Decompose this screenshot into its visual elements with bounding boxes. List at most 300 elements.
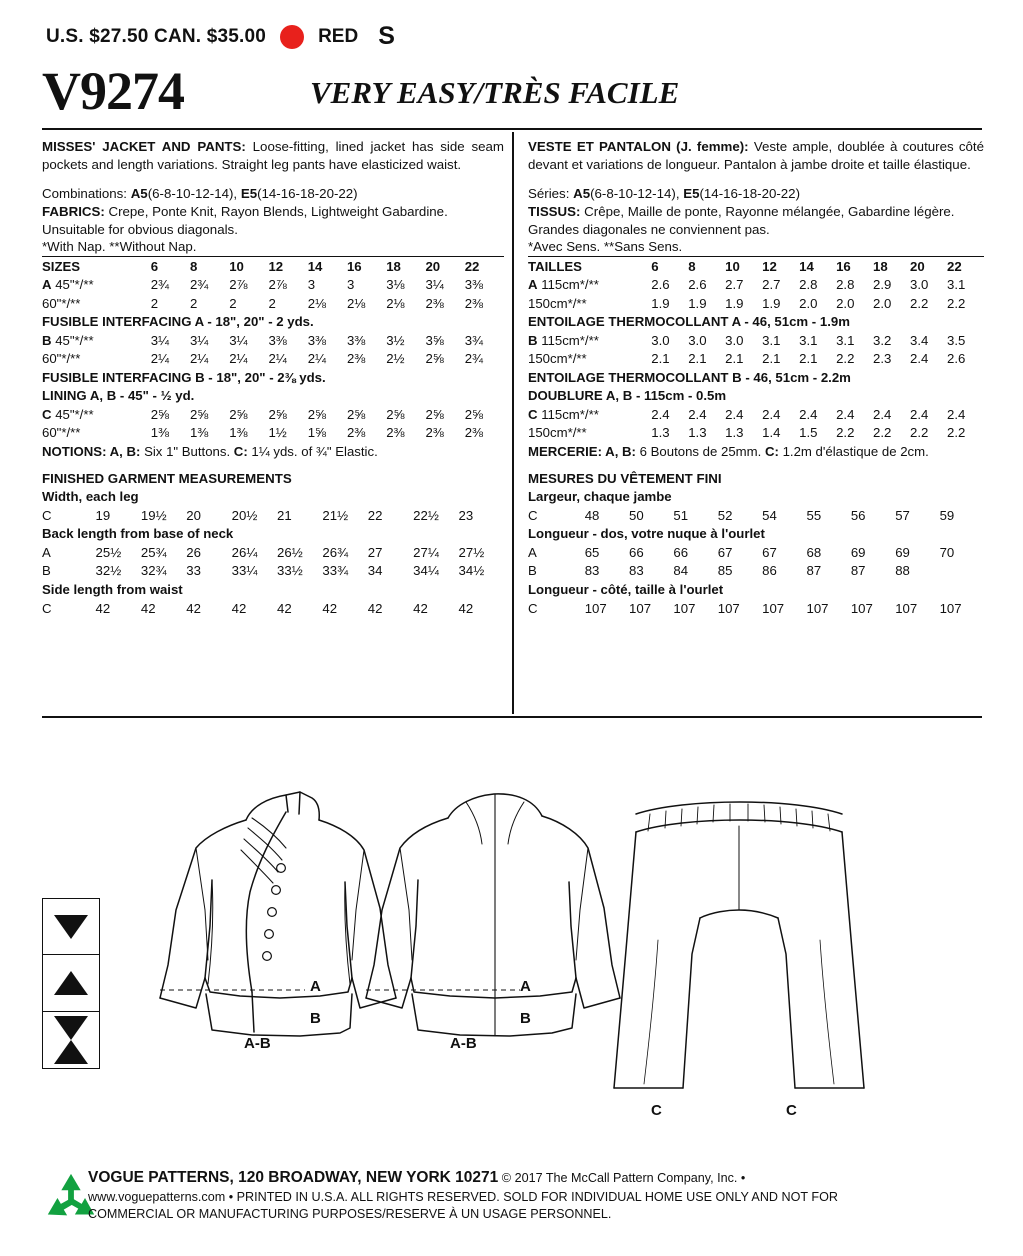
lining-row [528,387,984,406]
interfacing-row [42,368,504,387]
size-header-cell: 8 [688,258,696,274]
yardage-cell: 3⅜ [464,277,484,293]
fgm-cell: 42 [322,600,338,616]
fgm-cell: 107 [584,600,607,616]
very-easy-label: VERY EASY/TRÈS FACILE [310,75,680,110]
divider-bottom [42,716,982,718]
fgm-section-title: Longueur - côté, taille à l'ourlet [528,581,724,597]
price-text: U.S. $27.50 CAN. $35.00 [46,25,267,47]
fgm-cell: 33 [186,563,201,579]
yardage-row-label: C 45"*/** [42,406,94,422]
yardage-cell: 1.5 [799,425,818,441]
fgm-cell: 34 [367,563,383,579]
size-header-cell: 12 [268,258,284,274]
yardage-cell: 2.6 [651,277,670,293]
footer-company: VOGUE PATTERNS, 120 BROADWAY, NEW YORK 10271 [88,1169,499,1186]
yardage-cell: 2.3 [873,351,892,367]
lining-row [42,387,504,406]
yardage-cell: 3.2 [873,332,892,348]
interfacing-row [42,313,504,332]
fgm-cell: 32½ [95,563,122,579]
fgm-cell: 23 [458,507,474,523]
fgm-cell: 48 [584,507,600,523]
fgm-cell: 83 [584,563,600,579]
fgm-cell: 70 [939,544,955,560]
yardage-cell: 1.9 [762,295,781,311]
yardage-cell: 3 [346,277,355,293]
yardage-cell: 2 [189,295,198,311]
yardage-cell: 2⅝ [346,406,366,422]
yardage-cell: 2.0 [836,295,855,311]
fgm-cell: 83 [629,563,644,579]
fgm-cell: 34½ [458,563,485,579]
fgm-cell: 67 [717,544,733,560]
yardage-cell: 3¼ [425,277,444,293]
fgm-cell: 55 [806,507,822,523]
fgm-cell: 42 [95,600,111,616]
yardage-cell: 3.5 [946,332,966,348]
fgm-cell: 107 [717,600,740,616]
yardage-cell: 2.7 [762,277,781,293]
yardage-cell: 1½ [268,425,287,441]
fgm-cell: 27½ [458,544,485,560]
english-nap: *With Nap. **Without Nap. [42,239,197,255]
fgm-cell: 21½ [322,507,349,523]
fgm-row [528,562,984,581]
size-header-cell: 22 [464,258,480,274]
english-combinations: Combinations: A5(6-8-10-12-14), E5(14-16-18-20-22) [42,186,358,202]
yardage-cell: 2⅞ [229,277,248,293]
french-column [528,138,984,618]
yardage-cell: 2.0 [873,295,892,311]
yardage-cell: 2¾ [189,277,209,293]
yardage-cell: 2¼ [189,351,209,367]
size-header-cell: 14 [307,258,323,274]
size-header-cell: 6 [150,258,159,274]
yardage-cell: 2⅛ [386,295,405,311]
fgm-row-label: B [42,563,51,579]
size-header-cell: 10 [229,258,244,274]
french-yardage-table [528,256,984,461]
yardage-cell: 2⅜ [464,425,484,441]
yardage-cell: 2¼ [150,351,170,367]
yardage-cell: 3¼ [150,332,170,348]
yardage-cell: 2⅝ [386,406,405,422]
yardage-cell: 3¾ [464,332,484,348]
fgm-cell: 25½ [95,544,122,560]
size-header-cell: 16 [346,258,362,274]
fgm-cell: 42 [231,600,247,616]
yardage-row-label: A 45"*/** [42,277,94,293]
fgm-cell: 107 [762,600,785,616]
yardage-row-label: 150cm*/** [528,351,587,367]
fgm-cell: 69 [895,544,910,560]
yardage-cell: 2⅜ [425,295,444,311]
yardage-cell: 1.9 [725,295,744,311]
size-header-cell: 12 [762,258,777,274]
fgm-cell: 27 [367,544,383,560]
fgm-section-title-row [528,580,984,599]
yardage-row-label: 60"*/** [42,425,81,441]
technical-drawings [0,740,1023,1140]
yardage-cell: 2 [268,295,276,311]
yardage-row-label: 60"*/** [42,295,81,311]
yardage-row [528,331,984,350]
fgm-section-title: Width, each leg [42,489,139,505]
fgm-cell: 32¾ [140,563,167,579]
english-fgm-table [42,488,504,618]
fgm-cell: 42 [458,600,474,616]
yardage-cell: 2⅞ [268,277,287,293]
fgm-cell: 67 [762,544,777,560]
yardage-cell: 2.7 [725,277,744,293]
yardage-cell: 3⅛ [386,277,405,293]
fgm-row [528,506,984,525]
yardage-cell: 2⅜ [386,425,405,441]
fgm-row [42,599,504,618]
footer-line2: www.voguepatterns.com • PRINTED IN U.S.A. ALL RIGHTS RESERVED. SOLD FOR INDIVIDUAL HOME USE ONLY AND NOT FOR [88,1189,838,1204]
front-label-a: A [310,978,321,995]
yardage-cell: 1.3 [725,425,744,441]
yardage-row [528,276,984,295]
french-combinations: Séries: A5(6-8-10-12-14), E5(14-16-18-20-22) [528,186,801,202]
yardage-cell: 2⅝ [229,406,248,422]
french-unsuitable: Grandes diagonales ne conviennent pas. [528,221,770,237]
fgm-row [42,543,504,562]
fgm-section-title: Longueur - dos, votre nuque à l'ourlet [528,526,765,542]
yardage-cell: 2.4 [910,406,929,422]
yardage-cell: 2⅛ [307,295,327,311]
fgm-cell: 42 [277,600,292,616]
fgm-section-title-row [528,525,984,544]
sizes-header-label: TAILLES [528,258,582,274]
yardage-row-label: B 115cm*/** [528,332,599,348]
fgm-cell: 26¼ [231,544,258,560]
yardage-row [528,424,984,443]
yardage-cell: 2⅝ [307,406,327,422]
english-fgm-title: FINISHED GARMENT MEASUREMENTS [42,471,292,487]
yardage-cell: 2.2 [946,425,966,441]
fgm-cell: 33¼ [231,563,258,579]
yardage-row [42,331,504,350]
fgm-cell: 107 [806,600,829,616]
yardage-cell: 3.0 [651,332,670,348]
fgm-section-title-row [42,525,504,544]
french-nap: *Avec Sens. **Sans Sens. [528,239,683,255]
yardage-cell: 2.2 [946,295,966,311]
yardage-row [42,276,504,295]
fgm-row-label: C [528,507,538,523]
fgm-cell: 25¾ [140,544,167,560]
fgm-cell: 27¼ [413,544,439,560]
english-unsuitable: Unsuitable for obvious diagonals. [42,221,238,237]
yardage-row-label: B 45"*/** [42,332,94,348]
fgm-cell: 42 [140,600,156,616]
fgm-cell: 54 [762,507,777,523]
yardage-row-label: 150cm*/** [528,425,587,441]
fgm-cell: 68 [806,544,822,560]
footer-line3: COMMERCIAL OR MANUFACTURING PURPOSES/RESERVE À UN USAGE PERSONNEL. [88,1206,612,1221]
yardage-row [528,294,984,313]
notions-row [42,443,504,462]
fgm-section-title: Largeur, chaque jambe [528,489,672,505]
yardage-cell: 3.0 [688,332,707,348]
fgm-section-title: Back length from base of neck [42,526,234,542]
yardage-cell: 2.1 [799,351,818,367]
interfacing-row [528,313,984,332]
yardage-cell: 2.4 [725,406,744,422]
fgm-cell: 19 [95,507,111,523]
french-fgm-table [528,488,984,618]
yardage-cell: 2¼ [229,351,248,367]
yardage-cell: 2¾ [464,351,484,367]
notions-text: MERCERIE: A, B: 6 Boutons de 25mm. C: 1.2m d'élastique de 2cm. [528,444,929,459]
divider-top [42,128,982,130]
yardage-cell: 3.1 [799,332,818,348]
fgm-cell: 20 [186,507,201,523]
yardage-row-label: 150cm*/** [528,295,587,311]
yardage-cell: 3½ [386,332,405,348]
fgm-cell: 51 [673,507,689,523]
yardage-cell: 1⅜ [189,425,209,441]
fgm-row-label: C [42,507,52,523]
yardage-cell: 1.9 [651,295,670,311]
back-label-a: A [520,978,531,995]
yardage-cell: 2.4 [762,406,781,422]
yardage-cell: 2.4 [799,406,818,422]
table-header-row [42,257,504,276]
notions-text: NOTIONS: A, B: Six 1" Buttons. C: 1¼ yds. of ¾" Elastic. [42,444,378,459]
yardage-cell: 2⅜ [464,295,484,311]
yardage-cell: 3⅜ [307,332,327,348]
yardage-cell: 2.1 [762,351,781,367]
fgm-section-title: Side length from waist [42,581,183,597]
size-header-cell: 18 [386,258,401,274]
yardage-cell: 2.6 [946,351,966,367]
fgm-row-label: A [528,544,537,560]
fgm-cell: 107 [939,600,962,616]
fgm-cell: 65 [584,544,600,560]
yardage-cell: 2.4 [836,406,855,422]
yardage-cell: 1⅜ [150,425,170,441]
yardage-cell: 2 [229,295,237,311]
yardage-cell: 2.4 [873,406,892,422]
yardage-row-label: 60"*/** [42,351,81,367]
yardage-cell: 2⅝ [189,406,209,422]
yardage-cell: 2⅝ [425,406,444,422]
price-bar [46,22,395,51]
yardage-cell: 2⅝ [425,351,444,367]
yardage-cell: 2¼ [307,351,327,367]
fgm-cell: 59 [939,507,955,523]
yardage-cell: 2.2 [836,351,855,367]
yardage-cell: 2⅜ [346,425,366,441]
yardage-cell: 3¼ [229,332,248,348]
fgm-cell: 56 [850,507,866,523]
fgm-section-title-row [528,488,984,507]
english-fabrics: FABRICS: Crepe, Ponte Knit, Rayon Blends, Lightweight Gabardine. [42,204,448,220]
yardage-cell: 3¼ [189,332,209,348]
yardage-cell: 1.4 [762,425,781,441]
french-fabrics: TISSUS: Crêpe, Maille de ponte, Rayonne mélangée, Gabardine légère. [528,204,955,220]
fgm-cell: 69 [850,544,866,560]
fgm-cell: 66 [673,544,689,560]
fgm-cell: 57 [895,507,910,523]
interfacing-text: FUSIBLE INTERFACING B - 18", 20" - 2⅜ yds. [42,369,326,385]
yardage-row-label: A 115cm*/** [528,277,599,293]
yardage-cell: 2.4 [651,406,670,422]
pants-label-1: C [651,1102,662,1119]
yardage-row [42,424,504,443]
fgm-cell: 50 [629,507,644,523]
yardage-cell: 3.4 [910,332,929,348]
yardage-cell: 2.8 [799,277,818,293]
fgm-cell: 52 [717,507,733,523]
english-description: MISSES' JACKET AND PANTS: Loose-fitting, lined jacket has side seam pockets and length variations. Straight leg pants have elasticized waist. [42,139,504,172]
fgm-cell: 22 [367,507,383,523]
yardage-cell: 3⅜ [268,332,287,348]
size-header-cell: 6 [651,258,659,274]
fgm-row-label: B [528,563,537,579]
notions-row [528,443,984,462]
yardage-cell: 2.4 [946,406,966,422]
lining-text: DOUBLURE A, B - 115cm - 0.5m [528,388,727,404]
fgm-cell: 19½ [140,507,167,523]
fgm-cell: 22½ [413,507,439,523]
footer-copyright: © 2017 The McCall Pattern Company, Inc. • [498,1171,746,1185]
back-caption: A-B [450,1035,477,1052]
back-label-b: B [520,1010,531,1027]
fgm-cell: 107 [629,600,652,616]
size-header-cell: 20 [425,258,441,274]
fgm-row [528,599,984,618]
color-label: RED [318,25,359,47]
size-header-cell: 20 [910,258,925,274]
fgm-row-label: C [528,600,538,616]
yardage-cell: 2.2 [910,295,929,311]
fgm-cell: 33¾ [322,563,349,579]
yardage-cell: 2⅜ [425,425,444,441]
size-letter: S [378,22,395,50]
size-header-cell: 14 [799,258,814,274]
front-caption: A-B [244,1035,271,1052]
yardage-cell: 1⅝ [307,425,327,441]
yardage-cell: 2⅛ [346,295,366,311]
yardage-cell: 2.2 [910,425,929,441]
red-dot-icon [280,25,304,49]
yardage-cell: 2⅝ [150,406,170,422]
french-fgm-title: MESURES DU VÊTEMENT FINI [528,471,722,487]
yardage-row [42,350,504,369]
yardage-cell: 3.0 [725,332,744,348]
lining-text: LINING A, B - 45" - ½ yd. [42,388,195,404]
fgm-cell: 107 [850,600,873,616]
fgm-cell: 87 [806,563,822,579]
fgm-cell: 26¾ [322,544,349,560]
fgm-section-title-row [42,580,504,599]
yardage-cell: 2.2 [836,425,855,441]
yardage-cell: 2.1 [725,351,744,367]
fgm-row [42,506,504,525]
fgm-row-label: C [42,600,52,616]
fgm-section-title-row [42,488,504,507]
front-label-b: B [310,1010,321,1027]
english-column [42,138,504,618]
fgm-cell: 26½ [277,544,303,560]
fgm-cell: 20½ [231,507,258,523]
yardage-cell: 2.8 [836,277,855,293]
size-header-cell: 18 [873,258,888,274]
yardage-cell: 2.9 [873,277,892,293]
fgm-cell: 107 [895,600,918,616]
sizes-header-label: SIZES [42,258,81,274]
yardage-cell: 3.1 [762,332,781,348]
yardage-cell: 3⅜ [346,332,366,348]
yardage-cell: 2.1 [688,351,707,367]
yardage-cell: 3⅝ [425,332,444,348]
yardage-cell: 2¾ [150,277,170,293]
yardage-cell: 2½ [386,351,405,367]
yardage-cell: 3.0 [910,277,929,293]
size-header-cell: 8 [189,258,198,274]
interfacing-row [528,368,984,387]
french-description: VESTE ET PANTALON (J. femme): Veste ample, doublée à coutures côté devant et variations de longueur. Pantalon à jambe droite et taille élastique. [528,139,984,172]
size-header-cell: 16 [836,258,851,274]
yardage-row [528,350,984,369]
yardage-cell: 2.4 [910,351,929,367]
pattern-number: V9274 [42,61,184,121]
fgm-cell: 86 [762,563,777,579]
yardage-cell: 2 [150,295,159,311]
yardage-cell: 2.0 [799,295,818,311]
interfacing-text: FUSIBLE INTERFACING A - 18", 20" - 2 yds. [42,314,314,330]
pants-label-2: C [786,1102,797,1119]
yardage-row-label: C 115cm*/** [528,406,599,422]
fgm-cell: 26 [186,544,201,560]
yardage-cell: 2⅝ [268,406,287,422]
yardage-cell: 1.3 [688,425,707,441]
yardage-cell: 3 [307,277,316,293]
fgm-cell: 42 [367,600,383,616]
yardage-cell: 1.9 [688,295,707,311]
fgm-cell: 107 [673,600,696,616]
yardage-cell: 2⅜ [346,351,366,367]
yardage-cell: 2⅝ [464,406,484,422]
yardage-row [42,294,504,313]
garment-illustrations [0,740,1023,1140]
fgm-cell: 84 [673,563,689,579]
yardage-row [528,405,984,424]
yardage-cell: 1⅜ [229,425,248,441]
yardage-row [42,405,504,424]
fgm-cell: 66 [629,544,644,560]
fgm-row [42,562,504,581]
yardage-cell: 2¼ [268,351,287,367]
yardage-cell: 2.2 [873,425,892,441]
fgm-cell: 85 [717,563,733,579]
yardage-cell: 2.6 [688,277,707,293]
fgm-row-label: A [42,544,51,560]
interfacing-text: ENTOILAGE THERMOCOLLANT B - 46, 51cm - 2.2m [528,369,851,385]
fgm-cell: 87 [850,563,866,579]
fgm-cell: 21 [277,507,292,523]
yardage-cell: 1.3 [651,425,670,441]
fgm-cell: 42 [413,600,428,616]
yardage-cell: 2.1 [651,351,670,367]
english-yardage-table [42,256,504,461]
table-header-row [528,257,984,276]
fgm-row [528,543,984,562]
